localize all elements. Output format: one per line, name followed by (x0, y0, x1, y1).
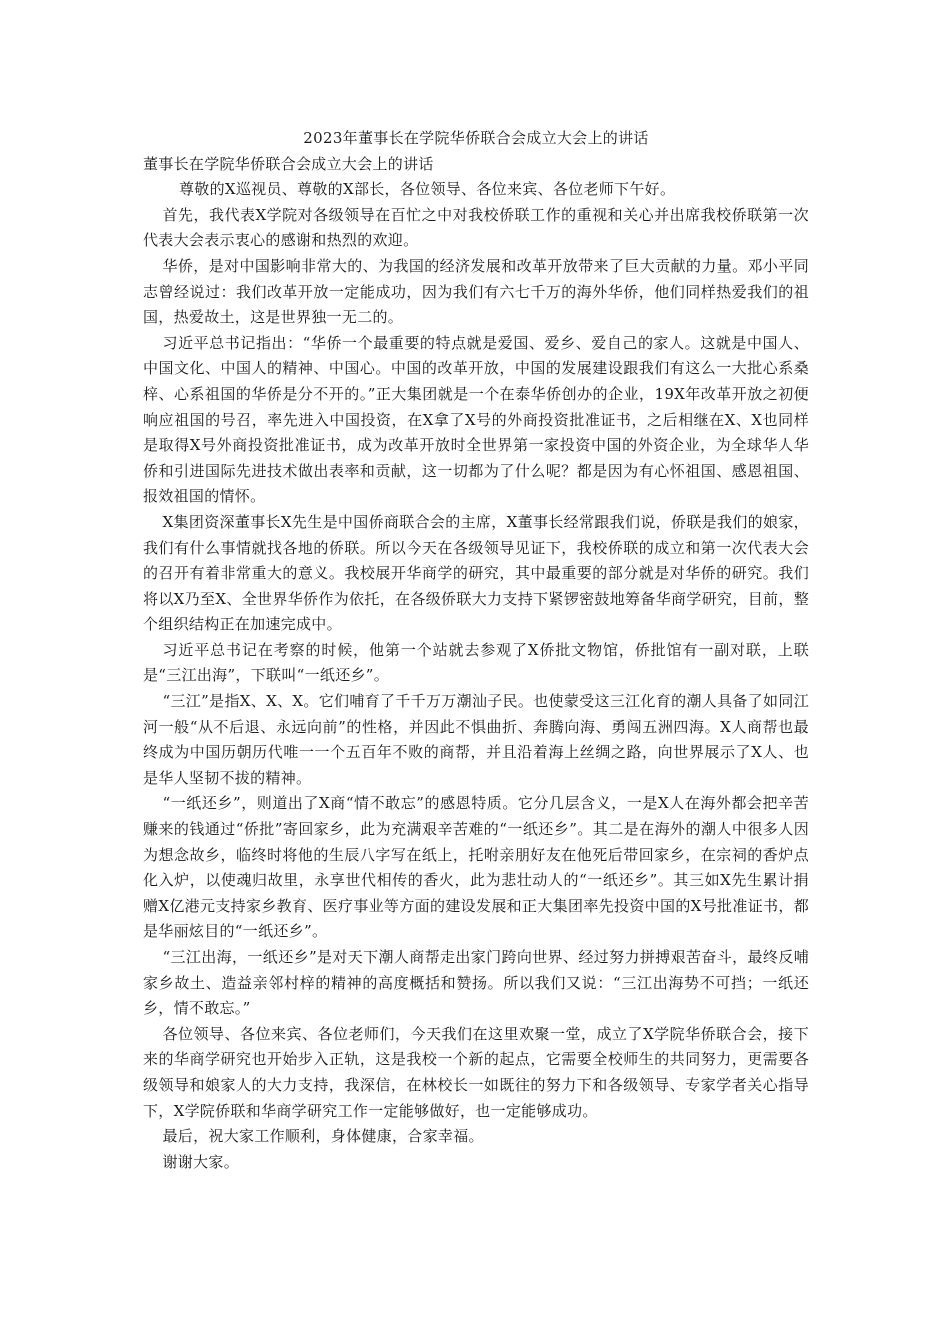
paragraph-7: “一纸还乡”，则道出了X商“情不敢忘”的感恩特质。它分几层含义，一是X人在海外都会把辛苦赚来的钱通过“侨批”寄回家乡，此为充满艰辛苦难的“一纸还乡”。其二是在海外的潮人中很多人因为想念故乡，临终时将他的生辰八字写在纸上，托咐亲朋好友在他死后带回家乡，在宗祠的香炉点化入炉，以使魂归故里，永享世代相传的香火，此为悲壮动人的“一纸还乡”。其三如X先生累计捐赠X亿港元支持家乡教育、医疗事业等方面的建设发展和正大集团率先投资中国的X号批准证书，都是华丽炫目的“一纸还乡”。 (143, 794, 809, 941)
document-subtitle: 董事长在学院华侨联合会成立大会上的讲话 (143, 154, 434, 173)
paragraph-8: “三江出海，一纸还乡”是对天下潮人商帮走出家门跨向世界、经过努力拼搏艰苦奋斗，最终反哺家乡故土、造益亲邻村梓的精神的高度概括和赞扬。所以我们又说：“三江出海势不可挡；一纸还乡，情不敢忘。” (143, 948, 809, 1018)
paragraph-2: 华侨，是对中国影响非常大的、为我国的经济发展和改革开放带来了巨大贡献的力量。邓小平同志曾经说过：我们改革开放一定能成功，因为我们有六七千万的海外华侨，他们同样热爱我们的祖国，热爱故土，这是世界独一无二的。 (143, 256, 809, 327)
paragraph-6: “三江”是指X、X、X。它们哺育了千千万万潮汕子民。也使蒙受这三江化育的潮人具备了如同江河一般“从不后退、永远向前”的性格，并因此不惧曲折、奔腾向海、勇闯五洲四海。X人商帮也最终成为中国历朝历代唯一一个五百年不败的商帮，并且沿着海上丝绸之路，向世界展示了X人、也是华人坚韧不拔的精神。 (143, 692, 809, 787)
paragraph-11: 谢谢大家。 (162, 1152, 240, 1171)
paragraph-1: 首先，我代表X学院对各级领导在百忙之中对我校侨联工作的重视和关心并出席我校侨联第一次代表大会表示衷心的感谢和热烈的欢迎。 (143, 205, 809, 250)
greeting-paragraph: 尊敬的X巡视员、尊敬的X部长，各位领导、各位来宾、各位老师下午好。 (179, 180, 676, 199)
paragraph-3: 习近平总书记指出：“华侨一个最重要的特点就是爱国、爱乡、爱自己的家人。这就是中国人、中国文化、中国人的精神、中国心。中国的改革开放，中国的发展建设跟我们有这么一大批心系桑梓、心系祖国的华侨是分不开的。”正大集团就是一个在泰华侨创办的企业，19X年改革开放之初便响应祖国的号召，率先进入中国投资，在X拿了X号的外商投资批准证书，之后相继在X、X也同样是取得X号外商投资批准证书，成为改革开放时全世界第一家投资中国的外资企业，为全球华人华侨和引进国际先进技术做出表率和贡献，这一切都为了什么呢？都是因为有心怀祖国、感恩祖国、报效祖国的情怀。 (143, 333, 809, 506)
paragraph-5: 习近平总书记在考察的时候，他第一个站就去参观了X侨批文物馆，侨批馆有一副对联，上联是“三江出海”，下联叫“一纸还乡”。 (143, 640, 809, 685)
document-body (143, 126, 809, 1175)
document-title: 2023年董事长在学院华侨联合会成立大会上的讲话 (303, 129, 649, 147)
paragraph-4: X集团资深董事长X先生是中国侨商联合会的主席，X董事长经常跟我们说，侨联是我们的娘家，我们有什么事情就找各地的侨联。所以今天在各级领导见证下，我校侨联的成立和第一次代表大会的召开有着非常重大的意义。我校展开华商学的研究，其中最重要的部分就是对华侨的研究。我们将以X乃至X、全世界华侨作为依托，在各级侨联大力支持下紧锣密鼓地筹备华商学研究，目前，整个组织结构正在加速完成中。 (143, 512, 809, 634)
paragraph-9: 各位领导、各位来宾、各位老师们，今天我们在这里欢聚一堂，成立了X学院华侨联合会，接下来的华商学研究也开始步入正轨，这是我校一个新的起点，它需要全校师生的共同努力，更需要各级领导和娘家人的大力支持，我深信，在林校长一如既往的努力下和各级领导、专家学者关心指导下，X学院侨联和华商学研究工作一定能够做好，也一定能够成功。 (143, 1024, 809, 1120)
paragraph-10: 最后，祝大家工作顺利，身体健康，合家幸福。 (162, 1127, 484, 1146)
